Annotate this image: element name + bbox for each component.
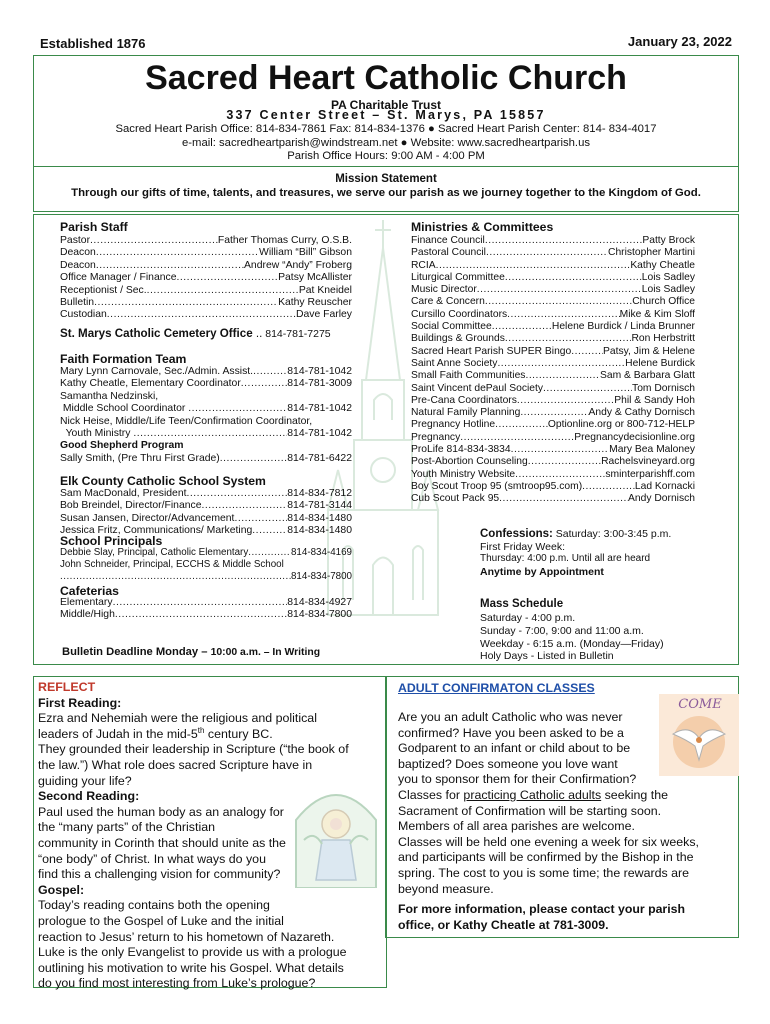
first-reading-line: They grounded their leadership in Scripture (“the book of — [38, 742, 349, 757]
mass-title: Mass Schedule — [480, 598, 564, 610]
ministry-row: Buildings & Grounds ..... Ron Herbstritt — [411, 333, 695, 345]
ministry-row: Boy Scout Troop 95 (smtroop95.com) ..... Lad Kornacki — [411, 481, 695, 493]
bulletin-deadline — [62, 646, 320, 658]
confessions-first-friday: First Friday Week: — [480, 540, 565, 553]
contact-line: For more information, please contact your parish — [398, 902, 685, 916]
staff-row: Pastor ..... Father Thomas Curry, O.S.B. — [60, 235, 352, 247]
confirmation-line: Are you an adult Catholic who was never — [398, 710, 623, 724]
office-contact-line: Sacred Heart Parish Office: 814-834-7861 Fax: 814-834-1376 ● Sacred Heart Parish Center: 814- 834-4017 — [115, 123, 657, 135]
parish-staff-title: Parish Staff — [60, 220, 128, 234]
faith-row: Sally Smith, (Pre Thru First Grade) ..... 814-781-6422 — [60, 453, 352, 465]
ministry-row: Liturgical Committee ..... Lois Sadley — [411, 272, 695, 284]
first-reading-line: the law.”) What role does sacred Scripture have in — [38, 757, 313, 772]
cafeteria-row: Elementary ..... 814-834-4927 — [60, 597, 352, 609]
first-reading-heading: First Reading: — [38, 695, 122, 710]
mass-schedule — [480, 612, 664, 663]
faith-row: Middle School Coordinator ..... 814-781-1042 — [60, 403, 352, 415]
ministry-row: ProLife 814-834-3834 ..... Mary Bea Maloney — [411, 444, 695, 456]
first-reading-line: guiding your life? — [38, 773, 132, 788]
cafeterias-title: Cafeterias — [60, 584, 119, 598]
confirmation-line: Classes for practicing Catholic adults seeking the — [398, 787, 668, 802]
ministry-row: RCIA ..... Kathy Cheatle — [411, 260, 695, 272]
principal-row: John Schneider, Principal, ECCHS & Middle School — [60, 559, 284, 571]
school-system-list — [60, 488, 352, 538]
gospel-line: outlining his motivation to write his Gospel. What details — [38, 960, 344, 975]
cemetery-label: St. Marys Catholic Cemetery Office — [60, 327, 253, 340]
faith-row: Youth Ministry ..... 814-781-1042 — [60, 428, 352, 440]
principal-row: ..... 814-834-7800 — [60, 571, 352, 583]
address-line: 337 Center Street – St. Marys, PA 15857 — [226, 108, 546, 122]
contact-line: office, or Kathy Cheatle at 781-3009. — [398, 917, 609, 932]
confirmation-line: Classes will be held one evening a week for six weeks, — [398, 834, 699, 849]
confirmation-line: and participants will be confirmed by the Bishop in the — [398, 850, 694, 865]
cemetery-phone: 814-781-7275 — [262, 328, 331, 340]
mission-text: Through our gifts of time, talents, and treasures, we serve our parish as we journey together to the Kingdom of God. — [71, 187, 701, 199]
second-reading-line: Paul used the human body as an analogy for — [38, 804, 284, 819]
email-website-line: e-mail: sacredheartparish@windstream.net ● Website: www.sacredheartparish.us — [182, 137, 590, 149]
gospel-heading: Gospel: — [38, 882, 85, 897]
ministry-row: Pregnancy ..... Pregnancydecisionline.org — [411, 432, 695, 444]
ministry-row: Saint Anne Society ..... Helene Burdick — [411, 358, 695, 370]
confirmation-line: Sacrament of Confirmation will be starting soon. — [398, 803, 662, 818]
confirmation-contact — [398, 902, 685, 933]
reflect-title: REFLECT — [38, 680, 96, 694]
charitable-trust: PA Charitable Trust — [330, 98, 442, 112]
confessions-title: Confessions: — [480, 528, 553, 540]
confessions-block — [480, 528, 671, 578]
gospel-line: reaction to Jesus’ return to his hometown of Nazareth. — [38, 929, 335, 944]
good-shepherd-title: Good Shepherd Program — [60, 440, 184, 452]
staff-row: Receptionist / Sec. ..... Pat Kneidel — [60, 285, 352, 297]
ministry-row: Saint Vincent dePaul Society ..... Tom Dornisch — [411, 383, 695, 395]
principals-list — [60, 547, 352, 584]
staff-row: Deacon ..... Andrew “Andy” Froberg — [60, 260, 352, 272]
staff-row: Office Manager / Finance ..... Patsy McAllister — [60, 272, 352, 284]
school-row: Jessica Fritz, Communications/ Marketing ..... 814-834-1480 — [60, 525, 352, 537]
gospel-line: Today’s reading contains both the opening — [38, 898, 270, 913]
ministry-row: Post-Abortion Counseling ..... Rachelsvineyard.org — [411, 456, 695, 468]
staff-row: Bulletin ..... Kathy Reuscher — [60, 297, 352, 309]
come-logo-text: COME — [678, 697, 722, 712]
established-text: Established 1876 — [40, 36, 146, 51]
practicing-catholic-adults: practicing Catholic adults — [463, 787, 602, 802]
faith-row: Mary Lynn Carnovale, Sec./Admin. Assist. ..... 814-781-1042 — [60, 366, 352, 378]
faith-formation-title: Faith Formation Team — [60, 352, 187, 366]
cafeteria-row: Middle/High ..... 814-834-7800 — [60, 609, 352, 621]
reflect-content — [38, 680, 384, 992]
faith-row: Kathy Cheatle, Elementary Coordinator ..... 814-781-3009 — [60, 378, 352, 390]
principal-row: Debbie Slay, Principal, Catholic Elementary ..... 814-834-4169 — [60, 547, 352, 559]
confessions-saturday: Saturday: 3:00-3:45 p.m. — [552, 528, 672, 540]
second-reading-line: the “many parts” of the Christian — [38, 820, 215, 835]
second-reading-heading: Second Reading: — [38, 789, 140, 804]
first-reading-line: Ezra and Nehemiah were the religious and political — [38, 711, 317, 726]
gospel-line: prologue to the Gospel of Luke and the initial — [38, 913, 284, 928]
faith-formation-list — [60, 366, 352, 465]
ministry-row: Social Committee ..... Helene Burdick / Linda Brunner — [411, 321, 695, 333]
ministry-row: Finance Council ..... Patty Brock — [411, 235, 695, 247]
ministry-row: Pre-Cana Coordinators ..... Phil & Sandy Hoh — [411, 395, 695, 407]
staff-row: Custodian ..... Dave Farley — [60, 309, 352, 321]
ministry-row: Cub Scout Pack 95 ..... Andy Dornisch — [411, 493, 695, 505]
second-reading-line: find this a challenging vision for community? — [38, 867, 281, 882]
ministry-row: Small Faith Communities ..... Sam & Barbara Glatt — [411, 370, 695, 382]
parish-staff-list — [60, 235, 352, 322]
school-row: Sam MacDonald, President ..... 814-834-7812 — [60, 488, 352, 500]
ministry-row: Cursillo Coordinators ..... Mike & Kim Sloff — [411, 309, 695, 321]
confessions-thursday: Thursday: 4:00 p.m. Until all are heard — [480, 553, 651, 565]
ministry-row: Youth Ministry Website ..... sminterparishff.com — [411, 469, 695, 481]
confirmation-line: Godparent to an infant or child about to be — [398, 741, 631, 756]
confessions-appointment: Anytime by Appointment — [480, 565, 604, 578]
mass-line: Sunday - 7:00, 9:00 and 11:00 a.m. — [480, 624, 644, 637]
mass-line: Holy Days - Listed in Bulletin — [480, 650, 614, 663]
ministry-row: Sacred Heart Parish SUPER Bingo ..... Patsy, Jim & Helene — [411, 346, 695, 358]
header-divider — [33, 166, 739, 167]
ministries-list — [411, 235, 695, 506]
date-text: January 23, 2022 — [627, 34, 732, 49]
mass-line: Weekday - 6:15 a.m. (Monday—Friday) — [480, 637, 664, 650]
school-system-title: Elk County Catholic School System — [60, 474, 266, 488]
church-title: Sacred Heart Catholic Church — [145, 59, 627, 97]
confirmation-title: ADULT CONFIRMATON CLASSES — [398, 681, 595, 695]
principals-title: School Principals — [60, 534, 163, 548]
mass-line: Saturday - 4:00 p.m. — [480, 612, 576, 624]
school-row: Susan Jansen, Director/Advancement ..... 814-834-1480 — [60, 513, 352, 525]
confirmation-line: Members of all area parishes are welcome. — [398, 819, 635, 834]
faith-row: Samantha Nedzinski, — [60, 390, 159, 402]
gospel-line: Luke is the only Evangelist to provide us with a prologue — [38, 945, 347, 960]
office-hours-line: Parish Office Hours: 9:00 AM - 4:00 PM — [287, 150, 485, 162]
ministry-row: Care & Concern ..... Church Office — [411, 296, 695, 308]
ministry-row: Natural Family Planning ..... Andy & Cathy Dornisch — [411, 407, 695, 419]
ministry-row: Music Director ..... Lois Sadley — [411, 284, 695, 296]
first-reading-line: leaders of Judah in the mid-5th century BC. — [38, 725, 273, 741]
staff-row: Deacon ..... William “Bill” Gibson — [60, 247, 352, 259]
bulletin-deadline-time: 10:00 a.m. – In Writing — [210, 647, 321, 658]
faith-row: Nick Heise, Middle/Life Teen/Confirmation Coordinator, — [60, 415, 313, 427]
second-reading-line: community in Corinth that should unite as the — [38, 835, 286, 850]
ministry-row: Pastoral Council ..... Christopher Martini — [411, 247, 695, 259]
bulletin-deadline-label: Bulletin Deadline Monday – — [62, 646, 211, 658]
confirmation-line: beyond measure. — [398, 881, 494, 896]
confirmation-body — [398, 710, 728, 897]
cafeterias-list — [60, 597, 352, 622]
confirmation-line: confirmed? Have you been asked to be a — [398, 725, 624, 740]
confirmation-line: you to sponsor them for their Confirmation? — [398, 772, 637, 787]
confessions-line — [480, 528, 671, 541]
gospel-line: do you find most interesting from Luke’s prologue? — [38, 976, 316, 991]
school-row: Bob Breindel, Director/Finance ..... 814-781-3144 — [60, 500, 352, 512]
confirmation-line: baptized? Does someone you love want — [398, 756, 618, 771]
cemetery-line — [60, 327, 331, 340]
second-reading-line: “one body” of Christ. In what ways do you — [38, 851, 266, 866]
ministries-title: Ministries & Committees — [411, 220, 554, 234]
confirmation-line: spring. The cost to you is some time; the rewards are — [398, 865, 690, 880]
mission-title: Mission Statement — [335, 173, 437, 185]
ministry-row: Pregnancy Hotline ..... Optionline.org or 800-712-HELP — [411, 419, 695, 431]
cemetery-dots: .. — [252, 327, 263, 340]
